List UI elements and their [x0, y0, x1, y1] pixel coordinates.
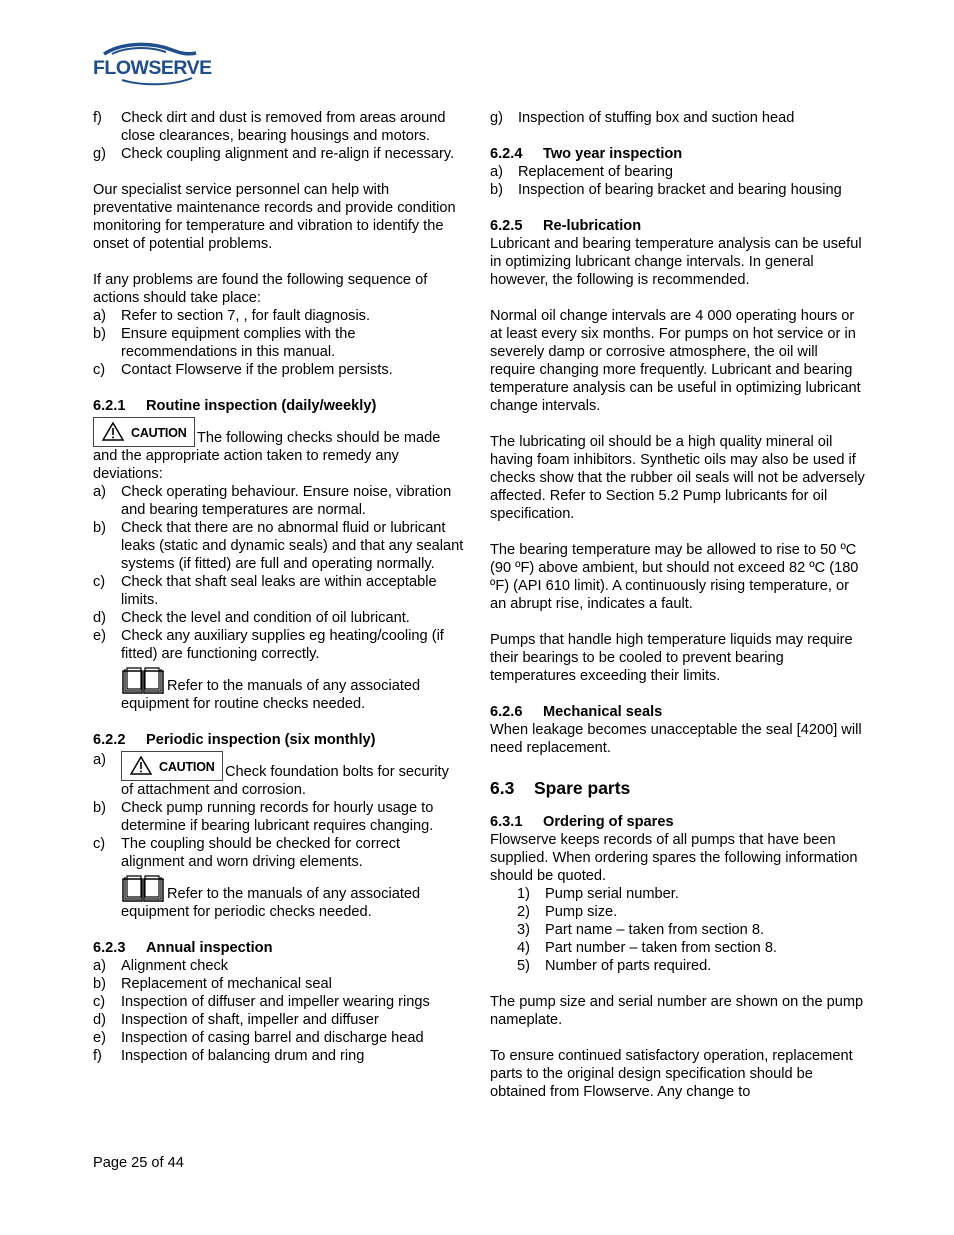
- list-item: c) Check that shaft seal leaks are within acceptable limits.: [93, 574, 437, 608]
- list-item: g) Inspection of stuffing box and suction head: [490, 110, 795, 126]
- caution-label: CAUTION: [159, 760, 215, 774]
- manual-book-icon: [121, 667, 165, 695]
- list-item: 3) Part name – taken from section 8.: [517, 922, 765, 938]
- section-heading-6-2-1: 6.2.1 Routine inspection (daily/weekly): [93, 398, 377, 414]
- manual-book-icon: [121, 875, 165, 903]
- paragraph: Flowserve keeps records of all pumps that have been supplied. When ordering spares the following information should be quoted.: [490, 832, 858, 884]
- list-item: 4) Part number – taken from section 8.: [517, 940, 777, 956]
- logo-text: FLOWSERVE: [93, 57, 212, 79]
- page-number: Page 25 of 44: [93, 1155, 184, 1171]
- warning-triangle-icon: [130, 756, 152, 775]
- list-item: 2) Pump size.: [517, 904, 618, 920]
- paragraph: Pumps that handle high temperature liquids may require their bearings to be cooled to prevent bearing temperatures exceeding their limits.: [490, 632, 853, 684]
- list-item: a) Alignment check: [93, 958, 229, 974]
- list-item: a) Check operating behaviour. Ensure noise, vibration and bearing temperatures are normal.: [93, 484, 452, 518]
- list-item: b) Check that there are no abnormal fluid or lubricant leaks (static and dynamic seals) and that any sealant systems (if fitted) are full and operating normally.: [93, 520, 464, 572]
- right-column: [490, 109, 865, 1101]
- section-heading-6-3: 6.3 Spare parts: [490, 778, 631, 798]
- warning-triangle-icon: [102, 422, 124, 441]
- paragraph: The pump size and serial number are shown on the pump nameplate.: [490, 994, 864, 1028]
- list-item: c) The coupling should be checked for correct alignment and worn driving elements.: [93, 836, 401, 870]
- paragraph: Normal oil change intervals are 4 000 operating hours or at least every six months. For pumps on hot service or in severely damp or corrosive atmosphere, the oil will require changing more frequently. Lubricant and bearing temperature analysis can be useful in optimizing lubricant change intervals.: [490, 308, 861, 414]
- list-item: c) Contact Flowserve if the problem persists.: [93, 362, 393, 378]
- list-item: b) Replacement of mechanical seal: [93, 976, 332, 992]
- paragraph: Our specialist service personnel can help with preventative maintenance records and provide condition monitoring for temperature and vibration to identify the onset of potential problems.: [93, 182, 456, 252]
- list-item: e) Inspection of casing barrel and discharge head: [93, 1030, 424, 1046]
- caution-label: CAUTION: [131, 426, 187, 440]
- logo-swoosh-icon: [92, 40, 212, 88]
- list-item: d) Inspection of shaft, impeller and diffuser: [93, 1012, 379, 1028]
- section-heading-6-2-4: 6.2.4 Two year inspection: [490, 146, 683, 162]
- paragraph: When leakage becomes unacceptable the seal [4200] will need replacement.: [490, 722, 862, 756]
- paragraph: CAUTION The following checks should be made and the appropriate action taken to remedy any deviations:: [93, 417, 465, 483]
- list-item: f) Inspection of balancing drum and ring: [93, 1048, 365, 1064]
- list-item: b) Check pump running records for hourly usage to determine if bearing lubricant requires changing.: [93, 800, 434, 834]
- list-item: 5) Number of parts required.: [517, 958, 712, 974]
- left-column: [93, 109, 465, 1065]
- section-heading-6-3-1: 6.3.1 Ordering of spares: [490, 814, 674, 830]
- paragraph: If any problems are found the following sequence of actions should take place:: [93, 272, 428, 306]
- list-item: 1) Pump serial number.: [517, 886, 679, 902]
- caution-badge: [93, 417, 195, 447]
- paragraph: To ensure continued satisfactory operation, replacement parts to the original design specification should be obtained from Flowserve. Any change to: [490, 1048, 853, 1100]
- list-item: a) Refer to section 7, , for fault diagnosis.: [93, 308, 371, 324]
- list-item: c) Inspection of diffuser and impeller wearing rings: [93, 994, 430, 1010]
- list-item: g) Check coupling alignment and re-align if necessary.: [93, 146, 455, 162]
- list-item: a) CAUTION Check foundation bolts for security of attachment and corrosion.: [93, 752, 449, 798]
- section-heading-6-2-3: 6.2.3 Annual inspection: [93, 940, 273, 956]
- note-paragraph: Refer to the manuals of any associated equipment for periodic checks needed.: [93, 875, 465, 921]
- section-heading-6-2-2: 6.2.2 Periodic inspection (six monthly): [93, 732, 376, 748]
- paragraph: The lubricating oil should be a high quality mineral oil having foam inhibitors. Synthetic oils may also be used if checks show that the rubber oil seals will not be adversely affected. Refer to Section 5.2 Pump lubricants for oil specification.: [490, 434, 865, 522]
- section-heading-6-2-6: 6.2.6 Mechanical seals: [490, 704, 663, 720]
- paragraph: Lubricant and bearing temperature analysis can be useful in optimizing lubricant change intervals. In general however, the following is recommended.: [490, 236, 862, 288]
- caution-badge: [121, 751, 223, 781]
- list-item: e) Check any auxiliary supplies eg heating/cooling (if fitted) are functioning correctly.: [93, 628, 444, 662]
- flowserve-logo: [92, 40, 212, 88]
- paragraph: The bearing temperature may be allowed to rise to 50 ºC (90 ºF) above ambient, but should not exceed 82 ºC (180 ºF) (API 610 limit). A continuously rising temperature, or an abrupt rise, indicates a fault.: [490, 542, 859, 612]
- note-paragraph: Refer to the manuals of any associated equipment for routine checks needed.: [93, 667, 465, 713]
- list-item: a) Replacement of bearing: [490, 164, 673, 180]
- list-item: b) Inspection of bearing bracket and bearing housing: [490, 182, 842, 198]
- section-heading-6-2-5: 6.2.5 Re-lubrication: [490, 218, 642, 234]
- list-item: b) Ensure equipment complies with the recommendations in this manual.: [93, 326, 356, 360]
- list-item: d) Check the level and condition of oil lubricant.: [93, 610, 410, 626]
- list-item: f) Check dirt and dust is removed from areas around close clearances, bearing housings and motors.: [93, 110, 446, 144]
